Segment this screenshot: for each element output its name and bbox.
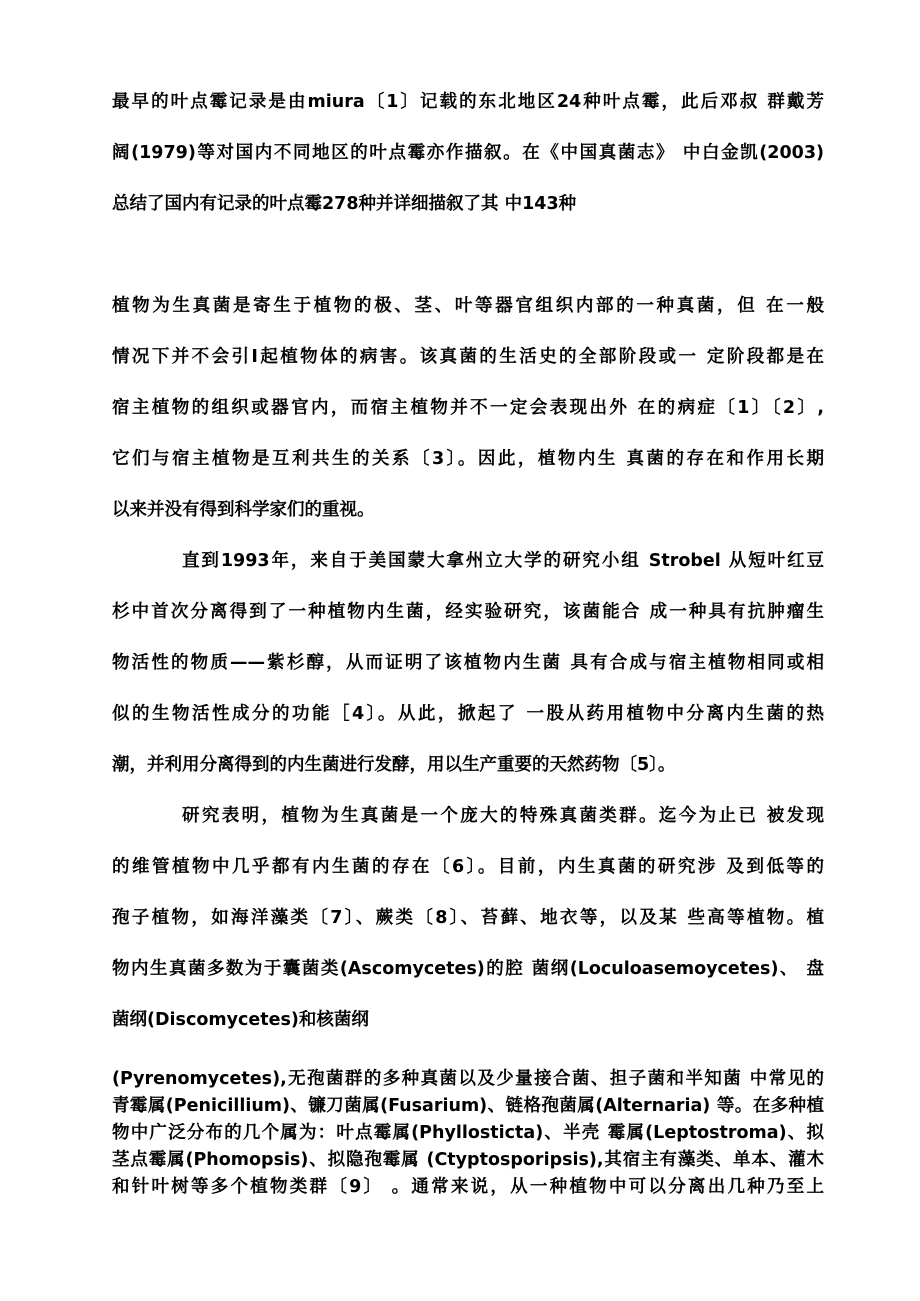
text-line: 的维管植物中几乎都有内生菌的存在〔6〕。目前，内生真菌的研究涉 及到低等的	[112, 857, 824, 877]
text-line: 物中广泛分布的几个属为：叶点霉属(Phyllosticta)、半壳 霉属(Leptostroma)、拟	[112, 1123, 824, 1143]
paragraph-fungal-genera	[112, 1066, 824, 1201]
text-line: 研究表明，植物为生真菌是一个庞大的特殊真菌类群。迄今为止已 被发现	[182, 806, 824, 826]
text-line: 情况下并不会引I起植物体的病害。该真菌的生活史的全部阶段或一 定阶段都是在	[112, 347, 824, 367]
text-line: 茎点霉属(Phomopsis)、拟隐孢霉属 (Ctyptosporipsis),其宿主有藻类、单本、灌木	[112, 1150, 824, 1170]
text-line: 它们与宿主植物是互利共生的关系〔3〕。因此，植物内生 真菌的存在和作用长期	[112, 449, 824, 469]
text-line: 孢子植物，如海洋藻类〔7〕、蕨类〔8〕、苔藓、地衣等，以及某 些高等植物。植	[112, 908, 824, 928]
text-line: 青霉属(Penicillium)、镰刀菌属(Fusarium)、链格孢菌属(Alternaria) 等。在多种植	[112, 1096, 824, 1116]
text-line: 植物为生真菌是寄生于植物的极、茎、叶等器官组织内部的一种真菌，但 在一般	[112, 296, 824, 316]
paragraph-endophyte-definition	[112, 281, 824, 536]
text-line: 杉中首次分离得到了一种植物内生菌，经实验研究，该菌能合 成一种具有抗肿瘤生	[112, 602, 824, 622]
paragraph-strobel-discovery	[112, 536, 824, 791]
text-line: 物活性的物质——紫杉醇，从而证明了该植物内生菌 具有合成与宿主植物相同或相	[112, 653, 824, 673]
text-line: 宿主植物的组织或器官内，而宿主植物并不一定会表现出外 在的病症〔1〕〔2〕,	[112, 398, 824, 418]
text-line: 以来并没有得到科学家们的重视。	[112, 500, 375, 520]
text-line: 菌纲(Discomycetes)和核菌纲	[112, 1010, 369, 1030]
paragraph-research-findings	[112, 791, 824, 1046]
text-line: 潮，并利用分离得到的内生菌进行发酵，用以生产重要的天然药物〔5〕。	[112, 755, 676, 775]
text-line: 总结了国内有记录的叶点霉278种并详细描叙了其 中143种	[112, 194, 577, 214]
text-line: 似的生物活性成分的功能［4〕。从此，掀起了 一股从药用植物中分离内生菌的热	[112, 704, 824, 724]
text-line: 和针叶树等多个植物类群〔9〕 。通常来说，从一种植物中可以分离出几种乃至上	[112, 1177, 824, 1197]
text-line: 物内生真菌多数为于囊菌类(Ascomycetes)的腔 菌纲(Loculoasemoycetes)、 盘	[112, 959, 824, 979]
text-line: 阔(1979)等对国内不同地区的叶点霉亦作描叙。在《中国真菌志》 中白金凯(2003)	[112, 143, 824, 163]
paragraph-leaf-spot-records	[112, 77, 824, 230]
text-line: 最早的叶点霉记录是由miura〔1〕记载的东北地区24种叶点霉，此后邓叔 群戴芳	[112, 92, 824, 112]
text-line: (Pyrenomycetes),无孢菌群的多种真菌以及少量接合菌、担子菌和半知菌 中常见的	[112, 1069, 824, 1089]
text-line: 直到1993年，来自于美国蒙大拿州立大学的研究小组 Strobel 从短叶红豆	[182, 551, 824, 571]
